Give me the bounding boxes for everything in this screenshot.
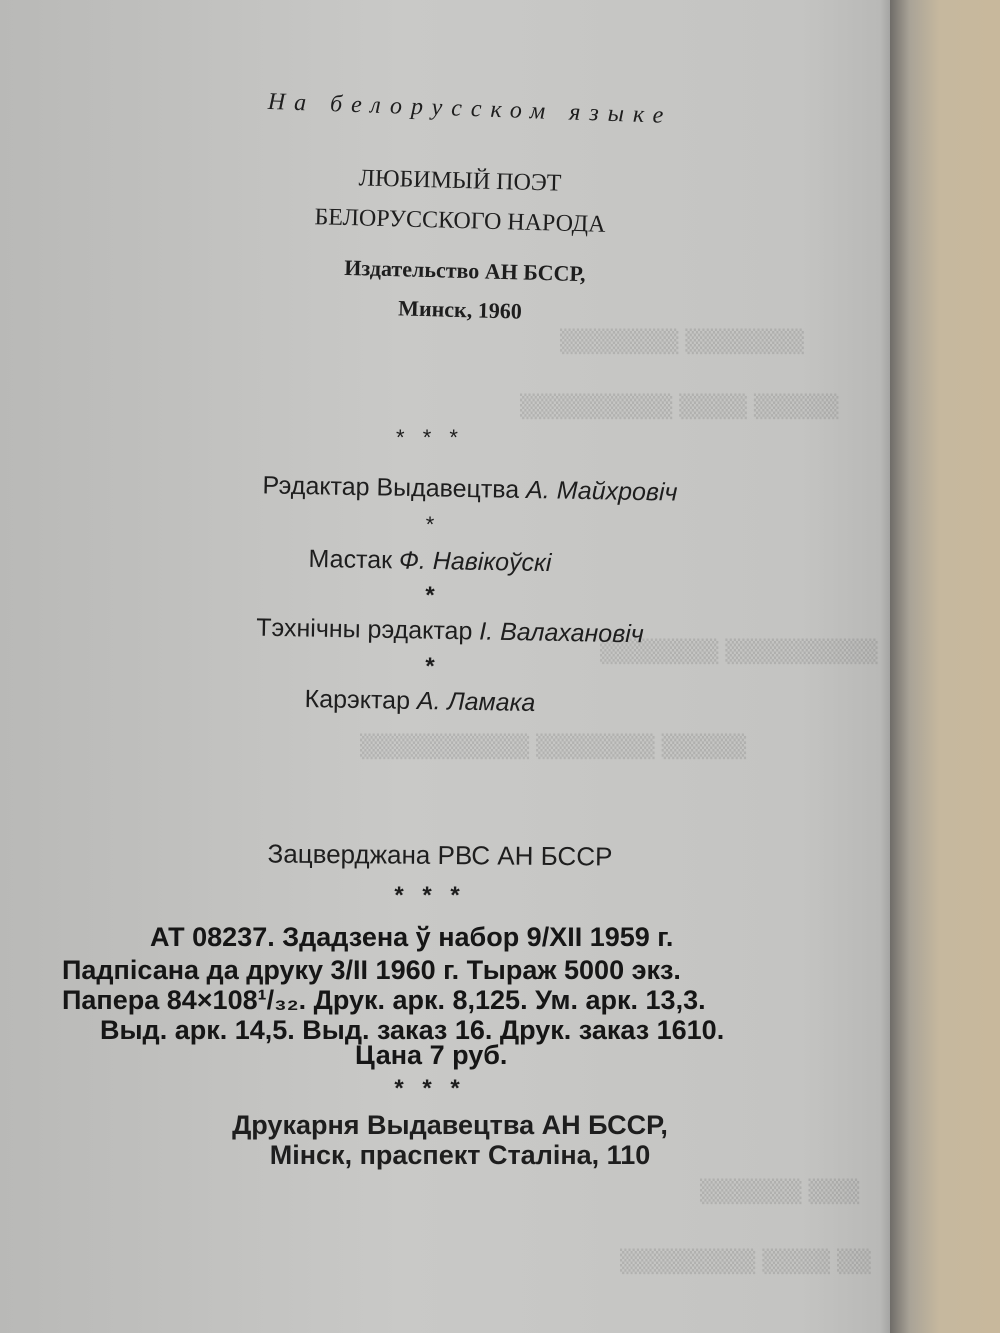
city-year: Минск, 1960 — [397, 295, 523, 324]
book-title-line1: ЛЮБИМЫЙ ПОЭТ — [358, 165, 562, 197]
bleed-through-text: ▒▒▒▒▒▒ ▒▒▒ — [700, 1180, 860, 1205]
artist-role: Мастак — [308, 544, 393, 575]
artist-credit — [0, 539, 860, 583]
editor-credit — [40, 467, 900, 511]
artist-name: Ф. Навікоўскі — [398, 546, 552, 578]
bleed-through-text: ▒▒▒▒▒▒▒ ▒▒▒▒▒▒▒▒▒ — [600, 640, 878, 665]
imprint-line-2: Падпісана да друку 3/II 1960 г. Тыраж 5000 экз. — [62, 955, 681, 985]
bleed-through-text: ▒▒▒▒▒▒▒ ▒▒▒▒▒▒▒ — [560, 330, 804, 355]
language-note: На белорусском языке — [267, 88, 673, 130]
separator-stars: * * * — [394, 882, 466, 909]
separator-stars: * * * — [396, 425, 464, 450]
corrector-role: Карэктар — [304, 684, 411, 715]
printer-line-2: Мінск, праспект Сталіна, 110 — [269, 1140, 651, 1170]
imprint-line-3: Папера 84×108¹/₃₂. Друк. арк. 8,125. Ум. арк. 13,3. — [62, 985, 706, 1015]
star-divider: * — [425, 512, 435, 537]
corrector-credit — [0, 679, 850, 723]
bleed-through-text: ▒▒▒▒▒▒▒▒ ▒▒▒▒ ▒▒ — [620, 1250, 871, 1275]
corrector-name: А. Ламака — [416, 686, 536, 718]
book-title-line2: БЕЛОРУССКОГО НАРОДА — [314, 204, 606, 238]
tech-editor-name: І. Валахановіч — [479, 617, 645, 649]
bleed-through-text: ▒▒▒▒▒▒▒▒▒▒ ▒▒▒▒▒▒▒ ▒▒▒▒▒ — [360, 735, 747, 760]
publisher: Издательство АН БССР, — [344, 254, 586, 287]
approval-line: Зацверджана РВС АН БССР — [267, 838, 613, 872]
separator-stars: * * * — [394, 1075, 466, 1102]
editor-role: Рэдактар Выдавецтва — [262, 471, 520, 504]
tech-editor-credit — [20, 609, 880, 653]
imprint-line-4: Выд. арк. 14,5. Выд. заказ 16. Друк. заказ 1610. — [100, 1015, 725, 1045]
tech-editor-role: Тэхнічны рэдактар — [255, 613, 473, 646]
next-page-edge — [890, 0, 1000, 1333]
bleed-through-text: ▒▒▒▒▒▒▒▒▒ ▒▒▒▒ ▒▒▒▒▒ — [520, 395, 839, 420]
editor-name: А. Майхровіч — [525, 475, 678, 507]
printer-line-1: Друкарня Выдавецтва АН БССР, — [232, 1110, 668, 1140]
price: Цана 7 руб. — [355, 1040, 508, 1070]
star-divider: * — [425, 582, 435, 609]
imprint-line-1: АТ 08237. Здадзена ў набор 9/XII 1959 г. — [150, 922, 674, 952]
star-divider: * — [425, 653, 435, 680]
